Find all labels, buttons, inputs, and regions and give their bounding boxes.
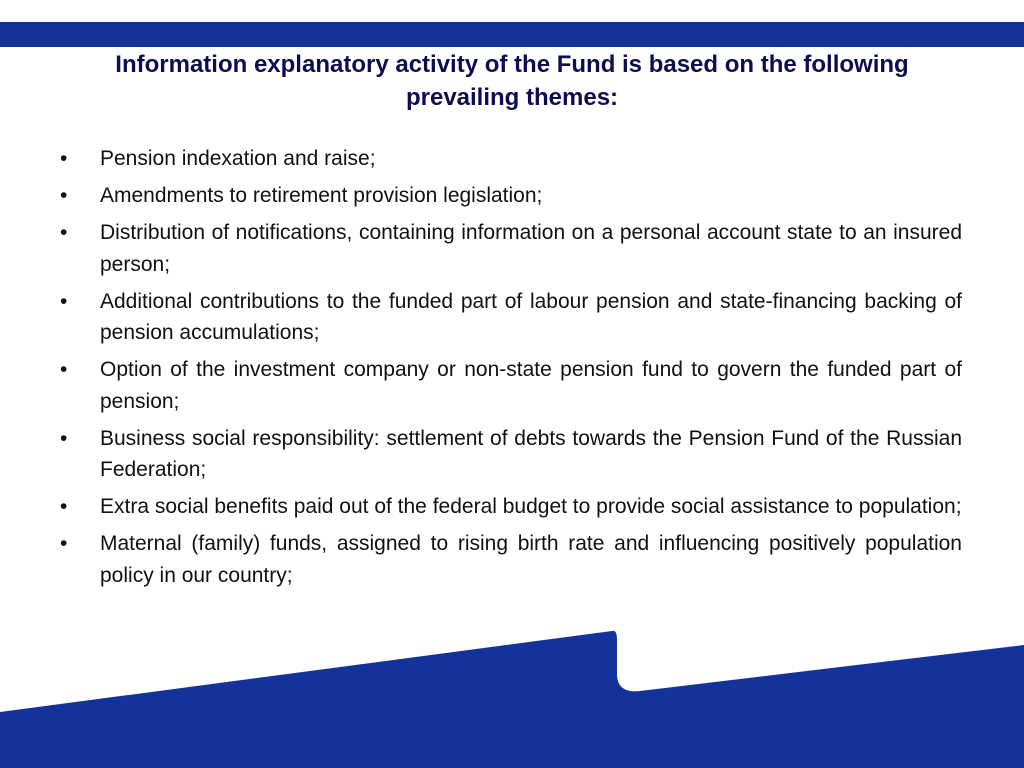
- bullet-marker: •: [60, 358, 68, 381]
- bottom-wave-shape: [0, 631, 1024, 768]
- bullet-marker: •: [60, 221, 68, 244]
- bullet-list: [60, 143, 962, 597]
- bullet-item: [60, 354, 962, 417]
- bullet-item: [60, 528, 962, 591]
- bullet-marker: •: [60, 426, 68, 450]
- bullet-text: Business social responsibility: settlement of debts towards the Pension Fund of the Russian Federation;: [100, 426, 962, 481]
- bullet-item: [60, 180, 962, 212]
- bullet-text: Amendments to retirement provision legislation;: [100, 184, 543, 207]
- bullet-item: [60, 217, 962, 280]
- bullet-text: Extra social benefits paid out of the federal budget to provide social assistance to population;: [100, 495, 962, 518]
- bullet-text: Distribution of notifications, containing information on a personal account state to an insured person;: [100, 221, 962, 276]
- bullet-item: [60, 423, 962, 486]
- bullet-marker: •: [60, 147, 68, 170]
- bullet-item: [60, 286, 962, 349]
- bullet-text: Option of the investment company or non-state pension fund to govern the funded part of pension;: [100, 358, 962, 413]
- bullet-marker: •: [60, 495, 68, 518]
- bullet-text: Maternal (family) funds, assigned to rising birth rate and influencing positively population policy in our country;: [100, 532, 962, 587]
- bullet-marker: •: [60, 532, 68, 555]
- bullet-marker: •: [60, 184, 68, 207]
- top-banner-bar: [0, 22, 1024, 47]
- bullet-text: Pension indexation and raise;: [100, 147, 376, 170]
- bullet-text: Additional contributions to the funded part of labour pension and state-financing backing of pension accumulations;: [100, 289, 962, 344]
- bullet-item: [60, 143, 962, 175]
- bullet-item: [60, 491, 962, 523]
- slide-title: Information explanatory activity of the Fund is based on the following prevailing themes:: [115, 51, 909, 111]
- bullet-marker: •: [60, 289, 68, 313]
